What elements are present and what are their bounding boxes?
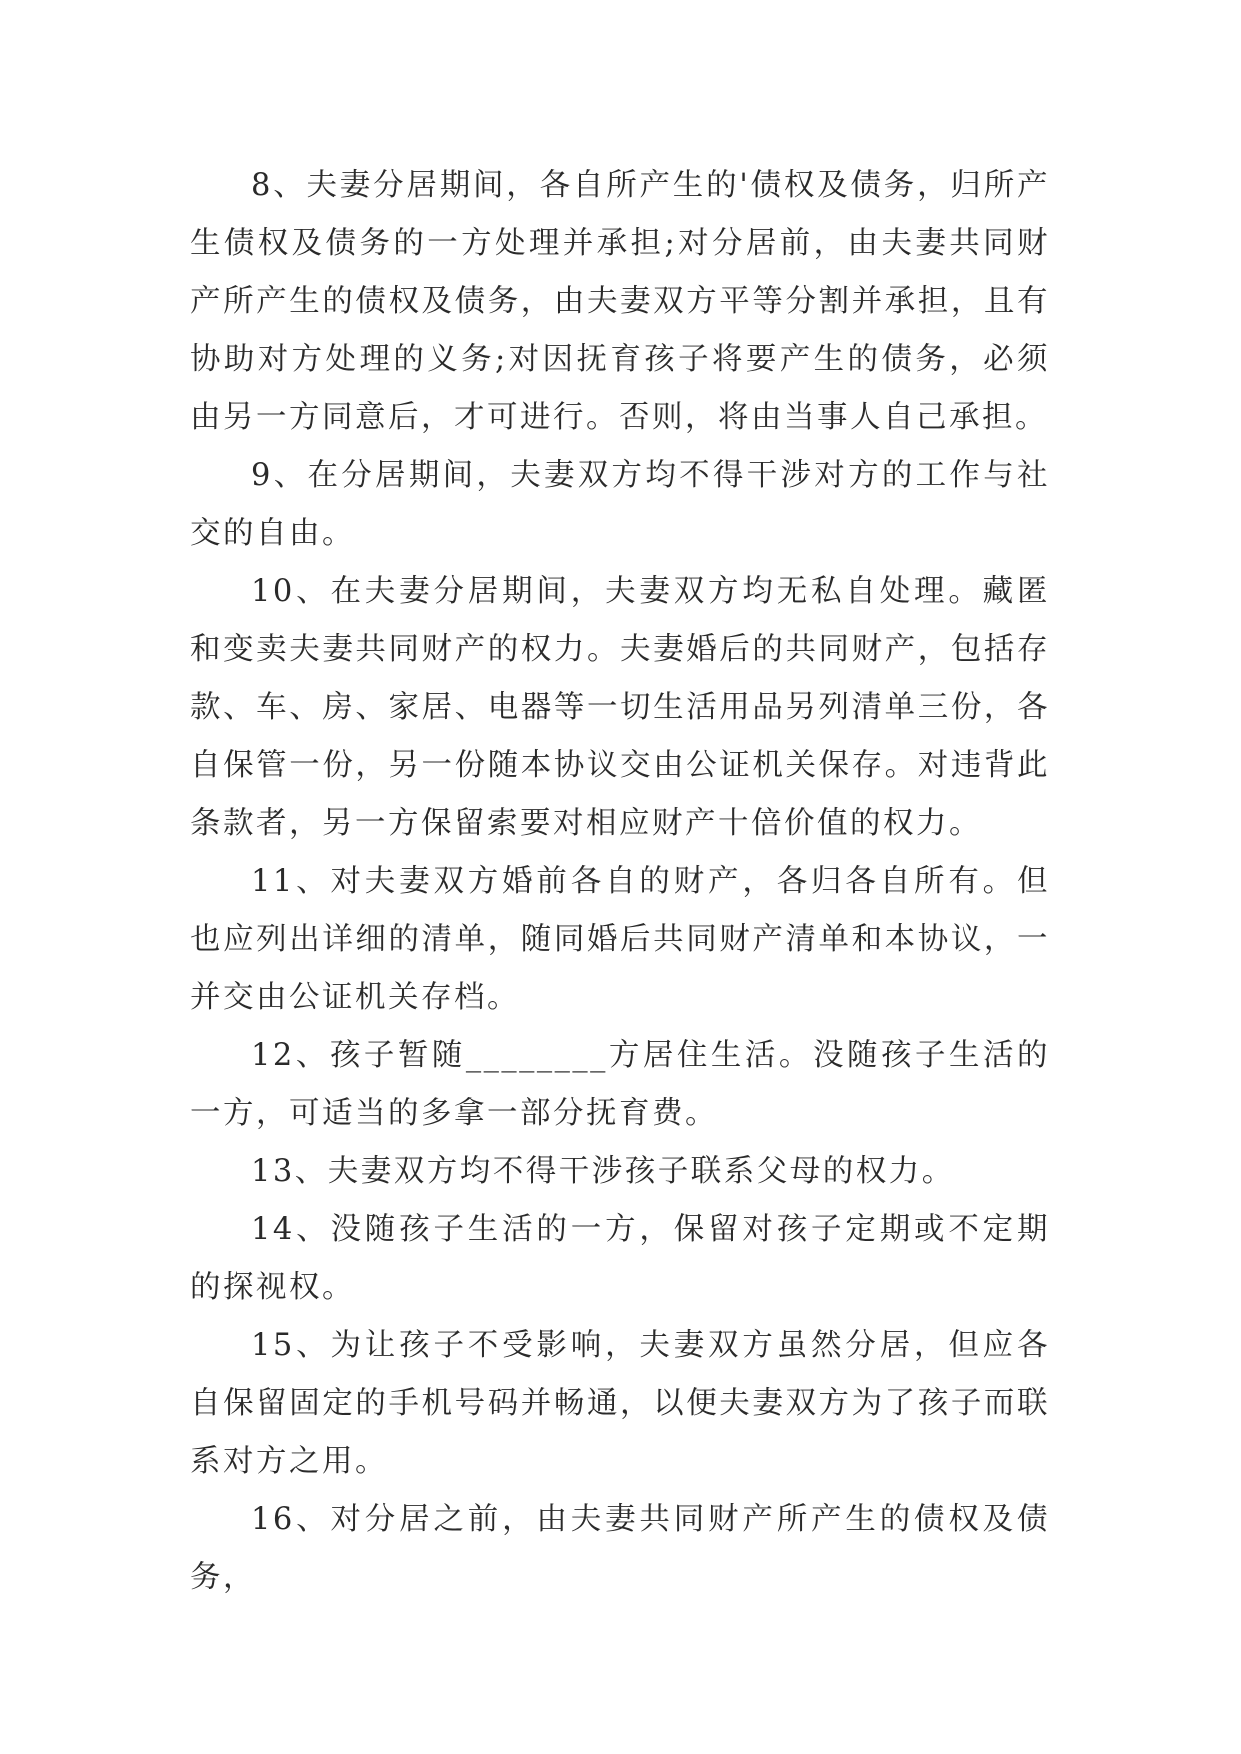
clause-10: 10、在夫妻分居期间，夫妻双方均无私自处理。藏匿和变卖夫妻共同财产的权力。夫妻婚后的共同财产，包括存款、车、房、家居、电器等一切生活用品另列清单三份，各自保管一份，另一份随本协议交由公证机关保存。对违背此条款者，另一方保留索要对相应财产十倍价值的权力。 <box>190 574 1050 841</box>
clause-12: 12、孩子暂随________方居住生活。没随孩子生活的一方，可适当的多拿一部分抚育费。 <box>190 1038 1050 1131</box>
clause-13: 13、夫妻双方均不得干涉孩子联系父母的权力。 <box>251 1154 955 1189</box>
clause-16: 16、对分居之前，由夫妻共同财产所产生的债权及债务， <box>190 1502 1050 1595</box>
document-body <box>190 157 1050 1607</box>
clause-9: 9、在分居期间，夫妻双方均不得干涉对方的工作与社交的自由。 <box>190 458 1050 551</box>
clause-15: 15、为让孩子不受影响，夫妻双方虽然分居，但应各自保留固定的手机号码并畅通，以便夫妻双方为了孩子而联系对方之用。 <box>190 1328 1050 1479</box>
clause-14: 14、没随孩子生活的一方，保留对孩子定期或不定期的探视权。 <box>190 1212 1050 1305</box>
clause-8: 8、夫妻分居期间，各自所产生的'债权及债务，归所产生债权及债务的一方处理并承担;对分居前，由夫妻共同财产所产生的债权及债务，由夫妻双方平等分割并承担，且有协助对方处理的义务;对因抚育孩子将要产生的债务，必须由另一方同意后，才可进行。否则，将由当事人自己承担。 <box>190 168 1050 435</box>
clause-11: 11、对夫妻双方婚前各自的财产，各归各自所有。但也应列出详细的清单，随同婚后共同财产清单和本协议，一并交由公证机关存档。 <box>190 864 1050 1015</box>
